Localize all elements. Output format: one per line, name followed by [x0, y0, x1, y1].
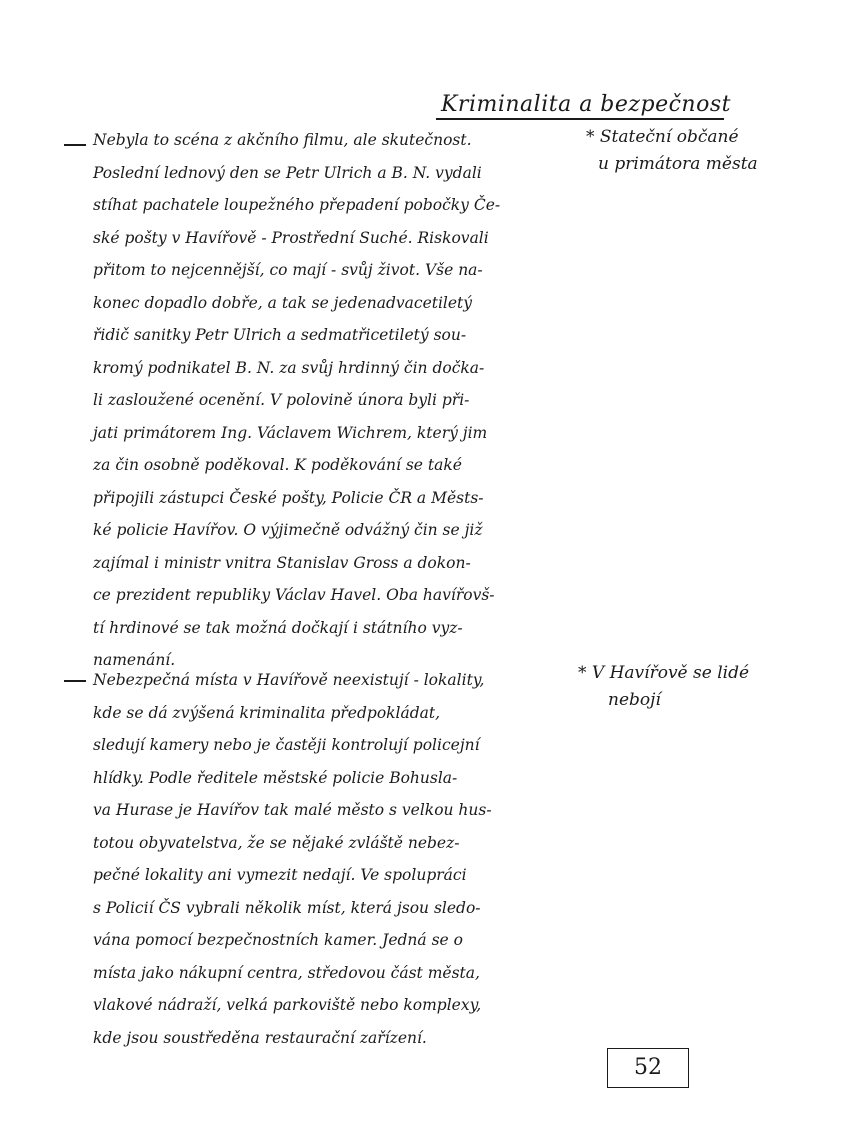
- note-line: nebojí: [608, 690, 661, 710]
- paragraph-2-dash: [64, 680, 86, 682]
- paragraph-line: li zasloužené ocenění. V polovině února byli při-: [93, 391, 470, 409]
- paragraph-line: vána pomocí bezpečnostních kamer. Jedná se o: [93, 931, 463, 949]
- paragraph-line: vlakové nádraží, velká parkoviště nebo komplexy,: [93, 996, 482, 1014]
- paragraph-line: sledují kamery nebo je častěji kontrolují policejní: [93, 736, 480, 754]
- paragraph-line: Nebyla to scéna z akčního filmu, ale skutečnost.: [93, 131, 472, 149]
- paragraph-line: ké policie Havířov. O výjimečně odvážný čin se již: [93, 521, 483, 539]
- title-underline: [436, 118, 724, 120]
- margin-note-2: [578, 660, 749, 714]
- paragraph-line: ské pošty v Havířově - Prostřední Suché. Riskovali: [93, 228, 489, 247]
- paragraph-line: Poslední lednový den se Petr Ulrich a B. N. vydali: [93, 163, 482, 182]
- note-line: u primátora města: [598, 154, 758, 174]
- paragraph-line: s Policií ČS vybrali několik míst, která jsou sledo-: [93, 898, 481, 917]
- paragraph-line: totou obyvatelstva, že se nějaké zvláště nebez-: [93, 833, 460, 852]
- paragraph-line: řidič sanitky Petr Ulrich a sedmatřicetiletý sou-: [93, 326, 467, 344]
- paragraph-line: hlídky. Podle ředitele městské policie Bohusla-: [93, 768, 458, 787]
- paragraph-line: pečné lokality ani vymezit nedají. Ve spolupráci: [93, 866, 467, 884]
- paragraph-line: ce prezident republiky Václav Havel. Oba havířovš-: [93, 586, 495, 604]
- paragraph-line: Nebezpečná místa v Havířově neexistují - lokality,: [93, 671, 485, 689]
- paragraph-line: namenání.: [93, 651, 176, 669]
- page-number: 52: [634, 1055, 662, 1080]
- paragraph-2: [93, 664, 579, 1054]
- paragraph-line: připojili zástupci České pošty, Policie ČR a Městs-: [93, 488, 484, 507]
- page-number-box: [607, 1048, 689, 1088]
- margin-note-1: [586, 124, 758, 178]
- paragraph-line: stíhat pachatele loupežného přepadení pobočky Če-: [93, 196, 501, 214]
- paragraph-line: přitom to nejcennější, co mají - svůj život. Vše na-: [93, 261, 483, 279]
- paragraph-line: kde jsou soustředěna restaurační zařízení.: [93, 1028, 427, 1047]
- note-line: * V Havířově se lidé: [578, 663, 750, 683]
- paragraph-line: konec dopadlo dobře, a tak se jedenadvacetiletý: [93, 293, 473, 312]
- paragraph-line: kde se dá zvýšená kriminalita předpokládat,: [93, 703, 441, 722]
- page-title: Kriminalita a bezpečnost: [441, 92, 731, 117]
- paragraph-line: zajímal i ministr vnitra Stanislav Gross a dokon-: [93, 553, 471, 572]
- paragraph-line: místa jako nákupní centra, středovou část města,: [93, 963, 480, 982]
- paragraph-1: [93, 124, 579, 677]
- paragraph-line: va Hurase je Havířov tak malé město s velkou hus-: [93, 801, 492, 819]
- note-line: * Stateční občané: [586, 127, 739, 147]
- paragraph-line: za čin osobně poděkoval. K poděkování se také: [93, 456, 462, 474]
- paragraph-1-dash: [64, 144, 86, 146]
- paragraph-line: kromý podnikatel B. N. za svůj hrdinný čin dočka-: [93, 358, 485, 377]
- paragraph-line: jati primátorem Ing. Václavem Wichrem, který jim: [93, 423, 488, 442]
- paragraph-line: tí hrdinové se tak možná dočkají i státního vyz-: [93, 618, 463, 637]
